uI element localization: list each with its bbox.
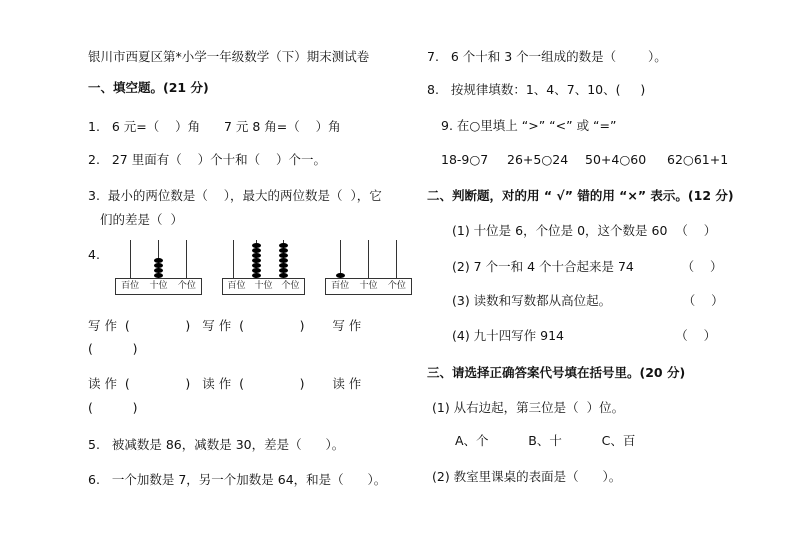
abacus-bead	[154, 258, 163, 263]
abacus-rod	[186, 240, 187, 278]
abacus-bead	[252, 248, 261, 253]
q9-item: 50+4○60	[585, 152, 647, 167]
question-7: 7. 6 个十和 3 个一组成的数是（ ）。	[427, 49, 667, 64]
write-row-cont: ( )	[88, 341, 138, 356]
question-4: 4.	[88, 247, 100, 262]
question-2: 2. 27 里面有（ ）个十和（ ）个一。	[88, 152, 327, 167]
abacus-rod	[130, 240, 131, 278]
abacus-bead	[279, 243, 288, 248]
section-1-heading: 一、填空题。(21 分)	[88, 80, 209, 95]
abacus-bead	[252, 253, 261, 258]
abacus-bead	[279, 258, 288, 263]
abacus-label: 十位	[254, 281, 273, 291]
abacus-label: 个位	[281, 281, 300, 291]
question-3-cont: 们的差是（ ）	[100, 212, 183, 227]
abacus-rod	[368, 240, 369, 278]
page-title: 银川市西夏区第*小学一年级数学（下）期末测试卷	[88, 49, 370, 64]
abacus-label: 个位	[177, 281, 196, 291]
judge-2: (2) 7 个一和 4 个十合起来是 74 （ ）	[452, 259, 723, 274]
abacus-rod	[233, 240, 234, 278]
abacus-bead	[154, 268, 163, 273]
abacus-label-box	[222, 278, 305, 295]
abacus-bead	[252, 258, 261, 263]
abacus-label: 百位	[331, 281, 350, 291]
section-2-heading: 二、判断题，对的用 “ √” 错的用 “×” 表示。(12 分)	[427, 188, 734, 203]
choice-1-options: A、个 B、十 C、百	[455, 433, 636, 448]
read-row: 读 作 ( ) 读 作 ( ) 读 作	[88, 376, 362, 391]
abacus-label-box	[325, 278, 412, 295]
abacus-bead	[279, 253, 288, 258]
abacus-bead	[154, 263, 163, 268]
abacus-bead	[252, 268, 261, 273]
judge-1: (1) 十位是 6，个位是 0，这个数是 60 （ ）	[452, 223, 717, 238]
question-9: 9. 在○里填上 “>” “<” 或 “=”	[441, 118, 617, 133]
q9-item: 18-9○7	[441, 152, 489, 167]
abacus-label: 十位	[149, 281, 168, 291]
q9-item: 62○61+1	[667, 152, 729, 167]
question-5: 5. 被减数是 86，减数是 30，差是（ ）。	[88, 437, 345, 452]
q9-item: 26+5○24	[507, 152, 569, 167]
abacus-label: 百位	[121, 281, 140, 291]
abacus-label: 个位	[387, 281, 406, 291]
section-3-heading: 三、请选择正确答案代号填在括号里。(20 分)	[427, 365, 686, 380]
abacus-rod	[396, 240, 397, 278]
abacus-label: 十位	[359, 281, 378, 291]
abacus-label-box	[115, 278, 202, 295]
abacus-bead	[279, 268, 288, 273]
question-1: 1. 6 元=（ ）角 7 元 8 角=（ ）角	[88, 119, 341, 134]
abacus-bead	[279, 248, 288, 253]
abacus-bead	[252, 263, 261, 268]
question-6: 6. 一个加数是 7，另一个加数是 64，和是（ ）。	[88, 472, 387, 487]
choice-1: (1) 从右边起，第三位是（ ）位。	[432, 400, 625, 415]
judge-4: (4) 九十四写作 914 （ ）	[452, 328, 717, 343]
read-row-cont: ( )	[88, 400, 138, 415]
question-3: 3. 最小的两位数是（ ），最大的两位数是（ ），它	[88, 188, 382, 203]
question-8: 8. 按规律填数：1、4、7、10、( )	[427, 82, 646, 97]
abacus-label: 百位	[227, 281, 246, 291]
judge-3: (3) 读数和写数都从高位起。 （ ）	[452, 293, 724, 308]
abacus-bead	[279, 263, 288, 268]
choice-2: (2) 教室里课桌的表面是（ ）。	[432, 469, 622, 484]
abacus-bead	[252, 243, 261, 248]
write-row: 写 作 ( ) 写 作 ( ) 写 作	[88, 318, 362, 333]
